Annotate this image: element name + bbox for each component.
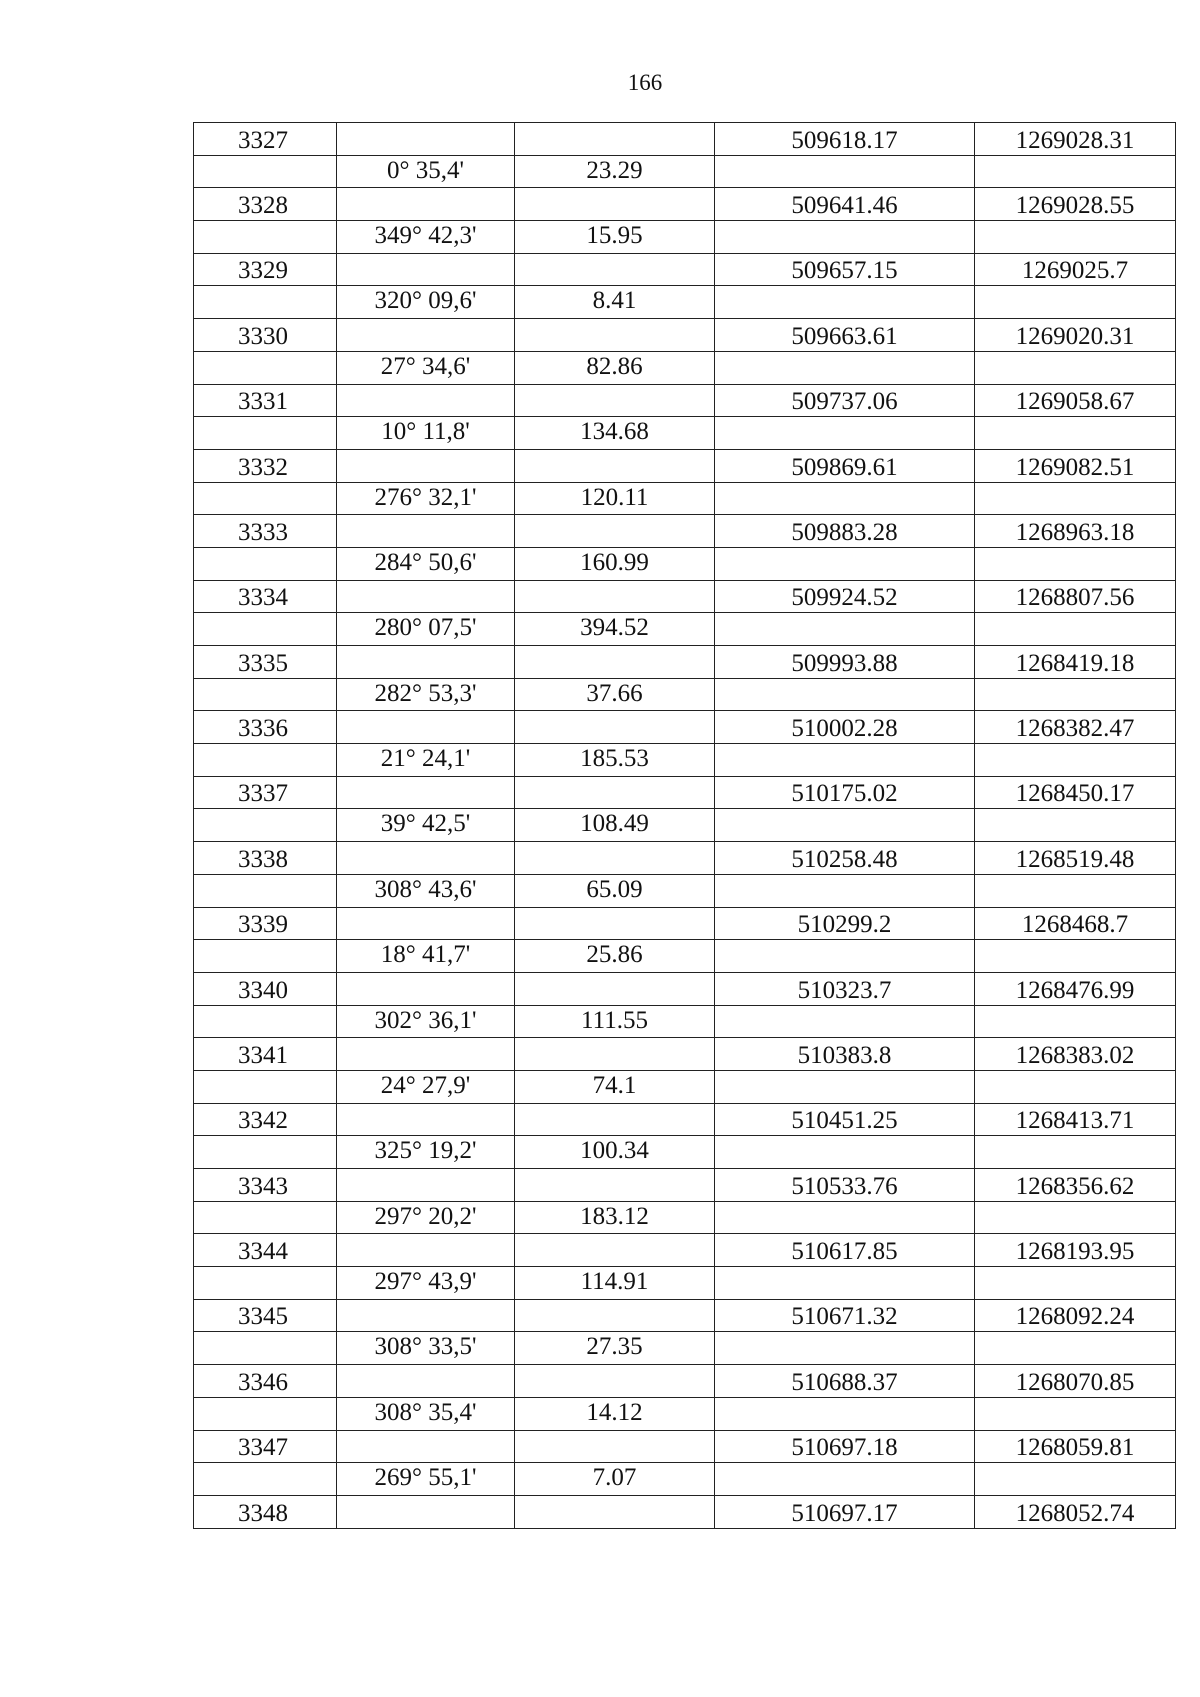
point-id-cell: 3341 (194, 1038, 337, 1071)
x-coordinate-cell: 510617.85 (715, 1234, 975, 1267)
distance-cell: 37.66 (515, 678, 715, 711)
point-row (194, 1103, 1176, 1136)
angle-cell (337, 1103, 515, 1136)
angle-cell (337, 123, 515, 156)
point-id-cell (194, 547, 337, 580)
distance-cell: 100.34 (515, 1136, 715, 1169)
angle-cell: 21° 24,1' (337, 744, 515, 777)
angle-cell (337, 842, 515, 875)
distance-cell: 74.1 (515, 1070, 715, 1103)
x-coordinate-cell (715, 678, 975, 711)
angle-cell: 27° 34,6' (337, 351, 515, 384)
angle-cell: 284° 50,6' (337, 547, 515, 580)
distance-cell: 15.95 (515, 221, 715, 254)
distance-cell: 185.53 (515, 744, 715, 777)
angle-cell: 10° 11,8' (337, 417, 515, 450)
point-id-cell (194, 678, 337, 711)
angle-cell (337, 253, 515, 286)
x-coordinate-cell: 510697.17 (715, 1495, 975, 1528)
point-id-cell (194, 1332, 337, 1365)
x-coordinate-cell: 510671.32 (715, 1299, 975, 1332)
distance-cell (515, 1103, 715, 1136)
point-row (194, 449, 1176, 482)
angle-cell: 39° 42,5' (337, 809, 515, 842)
distance-cell: 7.07 (515, 1463, 715, 1496)
x-coordinate-cell (715, 1267, 975, 1300)
point-row (194, 384, 1176, 417)
y-coordinate-cell: 1268419.18 (975, 646, 1176, 679)
angle-cell (337, 1365, 515, 1398)
x-coordinate-cell (715, 613, 975, 646)
distance-cell (515, 907, 715, 940)
point-id-cell: 3348 (194, 1495, 337, 1528)
point-id-cell (194, 1397, 337, 1430)
x-coordinate-cell (715, 940, 975, 973)
x-coordinate-cell (715, 1332, 975, 1365)
angle-cell: 325° 19,2' (337, 1136, 515, 1169)
segment-row (194, 1201, 1176, 1234)
y-coordinate-cell: 1268052.74 (975, 1495, 1176, 1528)
distance-cell: 120.11 (515, 482, 715, 515)
segment-row (194, 678, 1176, 711)
point-id-cell (194, 155, 337, 188)
angle-cell (337, 384, 515, 417)
angle-cell (337, 1169, 515, 1202)
segment-row (194, 1070, 1176, 1103)
y-coordinate-cell (975, 809, 1176, 842)
distance-cell (515, 1365, 715, 1398)
point-id-cell (194, 1136, 337, 1169)
segment-row (194, 155, 1176, 188)
angle-cell: 308° 33,5' (337, 1332, 515, 1365)
y-coordinate-cell (975, 1463, 1176, 1496)
y-coordinate-cell: 1268092.24 (975, 1299, 1176, 1332)
x-coordinate-cell: 509641.46 (715, 188, 975, 221)
segment-row (194, 482, 1176, 515)
x-coordinate-cell: 510258.48 (715, 842, 975, 875)
point-id-cell: 3336 (194, 711, 337, 744)
y-coordinate-cell: 1268413.71 (975, 1103, 1176, 1136)
distance-cell (515, 646, 715, 679)
distance-cell: 134.68 (515, 417, 715, 450)
x-coordinate-cell (715, 874, 975, 907)
angle-cell: 308° 43,6' (337, 874, 515, 907)
distance-cell: 114.91 (515, 1267, 715, 1300)
x-coordinate-cell (715, 417, 975, 450)
angle-cell (337, 1234, 515, 1267)
point-row (194, 515, 1176, 548)
point-id-cell: 3337 (194, 776, 337, 809)
point-id-cell: 3333 (194, 515, 337, 548)
x-coordinate-cell (715, 482, 975, 515)
y-coordinate-cell: 1269028.55 (975, 188, 1176, 221)
angle-cell: 297° 20,2' (337, 1201, 515, 1234)
point-id-cell: 3343 (194, 1169, 337, 1202)
segment-row (194, 1332, 1176, 1365)
point-id-cell: 3344 (194, 1234, 337, 1267)
segment-row (194, 940, 1176, 973)
point-id-cell: 3345 (194, 1299, 337, 1332)
angle-cell (337, 1299, 515, 1332)
y-coordinate-cell: 1268450.17 (975, 776, 1176, 809)
segment-row (194, 221, 1176, 254)
y-coordinate-cell (975, 1070, 1176, 1103)
angle-cell: 282° 53,3' (337, 678, 515, 711)
distance-cell: 14.12 (515, 1397, 715, 1430)
point-row (194, 1299, 1176, 1332)
point-row (194, 1495, 1176, 1528)
x-coordinate-cell (715, 1397, 975, 1430)
x-coordinate-cell (715, 547, 975, 580)
point-id-cell: 3334 (194, 580, 337, 613)
segment-row (194, 1005, 1176, 1038)
distance-cell: 25.86 (515, 940, 715, 973)
distance-cell: 394.52 (515, 613, 715, 646)
segment-row (194, 286, 1176, 319)
y-coordinate-cell (975, 1397, 1176, 1430)
y-coordinate-cell (975, 351, 1176, 384)
y-coordinate-cell (975, 417, 1176, 450)
point-id-cell (194, 286, 337, 319)
distance-cell (515, 1299, 715, 1332)
segment-row (194, 1463, 1176, 1496)
page-number: 166 (627, 70, 663, 95)
angle-cell: 0° 35,4' (337, 155, 515, 188)
distance-cell (515, 384, 715, 417)
point-row (194, 842, 1176, 875)
point-id-cell: 3329 (194, 253, 337, 286)
distance-cell (515, 319, 715, 352)
point-row (194, 1234, 1176, 1267)
point-id-cell: 3339 (194, 907, 337, 940)
distance-cell: 8.41 (515, 286, 715, 319)
x-coordinate-cell: 510697.18 (715, 1430, 975, 1463)
segment-row (194, 1267, 1176, 1300)
x-coordinate-cell: 510299.2 (715, 907, 975, 940)
x-coordinate-cell (715, 286, 975, 319)
x-coordinate-cell: 510451.25 (715, 1103, 975, 1136)
point-row (194, 711, 1176, 744)
point-id-cell (194, 417, 337, 450)
x-coordinate-cell (715, 221, 975, 254)
angle-cell: 276° 32,1' (337, 482, 515, 515)
angle-cell (337, 1430, 515, 1463)
angle-cell: 24° 27,9' (337, 1070, 515, 1103)
x-coordinate-cell (715, 155, 975, 188)
y-coordinate-cell (975, 1005, 1176, 1038)
distance-cell: 108.49 (515, 809, 715, 842)
distance-cell: 82.86 (515, 351, 715, 384)
x-coordinate-cell: 509869.61 (715, 449, 975, 482)
angle-cell (337, 580, 515, 613)
distance-cell: 160.99 (515, 547, 715, 580)
x-coordinate-cell: 510175.02 (715, 776, 975, 809)
distance-cell (515, 972, 715, 1005)
segment-row (194, 417, 1176, 450)
distance-cell (515, 1234, 715, 1267)
x-coordinate-cell: 509657.15 (715, 253, 975, 286)
x-coordinate-cell (715, 1005, 975, 1038)
distance-cell (515, 188, 715, 221)
y-coordinate-cell (975, 613, 1176, 646)
x-coordinate-cell: 509663.61 (715, 319, 975, 352)
point-id-cell: 3342 (194, 1103, 337, 1136)
x-coordinate-cell: 510688.37 (715, 1365, 975, 1398)
point-id-cell (194, 1005, 337, 1038)
x-coordinate-cell (715, 1136, 975, 1169)
point-id-cell: 3338 (194, 842, 337, 875)
point-row (194, 123, 1176, 156)
y-coordinate-cell (975, 1201, 1176, 1234)
distance-cell (515, 253, 715, 286)
segment-row (194, 809, 1176, 842)
y-coordinate-cell: 1268059.81 (975, 1430, 1176, 1463)
angle-cell: 320° 09,6' (337, 286, 515, 319)
angle-cell (337, 1038, 515, 1071)
angle-cell: 280° 07,5' (337, 613, 515, 646)
y-coordinate-cell (975, 874, 1176, 907)
distance-cell (515, 1430, 715, 1463)
coordinates-table (193, 122, 1176, 1529)
point-row (194, 580, 1176, 613)
distance-cell (515, 449, 715, 482)
y-coordinate-cell: 1268468.7 (975, 907, 1176, 940)
angle-cell: 297° 43,9' (337, 1267, 515, 1300)
y-coordinate-cell: 1268356.62 (975, 1169, 1176, 1202)
distance-cell (515, 842, 715, 875)
point-id-cell (194, 1201, 337, 1234)
point-id-cell (194, 940, 337, 973)
x-coordinate-cell: 510533.76 (715, 1169, 975, 1202)
point-row (194, 1365, 1176, 1398)
angle-cell (337, 972, 515, 1005)
angle-cell: 349° 42,3' (337, 221, 515, 254)
segment-row (194, 1136, 1176, 1169)
segment-row (194, 351, 1176, 384)
point-id-cell (194, 1267, 337, 1300)
point-id-cell (194, 1463, 337, 1496)
distance-cell: 111.55 (515, 1005, 715, 1038)
y-coordinate-cell (975, 678, 1176, 711)
angle-cell (337, 515, 515, 548)
x-coordinate-cell (715, 1463, 975, 1496)
segment-row (194, 744, 1176, 777)
point-id-cell: 3340 (194, 972, 337, 1005)
angle-cell (337, 1495, 515, 1528)
point-id-cell: 3335 (194, 646, 337, 679)
angle-cell (337, 646, 515, 679)
point-id-cell (194, 482, 337, 515)
x-coordinate-cell: 510383.8 (715, 1038, 975, 1071)
point-id-cell (194, 613, 337, 646)
y-coordinate-cell (975, 1267, 1176, 1300)
point-row (194, 907, 1176, 940)
segment-row (194, 874, 1176, 907)
distance-cell (515, 1495, 715, 1528)
y-coordinate-cell: 1268807.56 (975, 580, 1176, 613)
x-coordinate-cell: 509618.17 (715, 123, 975, 156)
y-coordinate-cell: 1268193.95 (975, 1234, 1176, 1267)
x-coordinate-cell: 510323.7 (715, 972, 975, 1005)
x-coordinate-cell: 509737.06 (715, 384, 975, 417)
y-coordinate-cell: 1268476.99 (975, 972, 1176, 1005)
angle-cell (337, 711, 515, 744)
point-id-cell (194, 1070, 337, 1103)
point-id-cell (194, 744, 337, 777)
point-id-cell: 3331 (194, 384, 337, 417)
y-coordinate-cell: 1268383.02 (975, 1038, 1176, 1071)
angle-cell: 18° 41,7' (337, 940, 515, 973)
angle-cell (337, 449, 515, 482)
distance-cell (515, 1038, 715, 1071)
y-coordinate-cell: 1268963.18 (975, 515, 1176, 548)
point-id-cell: 3328 (194, 188, 337, 221)
point-id-cell (194, 351, 337, 384)
point-id-cell: 3327 (194, 123, 337, 156)
distance-cell (515, 711, 715, 744)
y-coordinate-cell (975, 1332, 1176, 1365)
angle-cell (337, 907, 515, 940)
x-coordinate-cell (715, 1201, 975, 1234)
point-row (194, 319, 1176, 352)
y-coordinate-cell (975, 547, 1176, 580)
y-coordinate-cell (975, 155, 1176, 188)
x-coordinate-cell (715, 351, 975, 384)
point-id-cell: 3346 (194, 1365, 337, 1398)
segment-row (194, 547, 1176, 580)
y-coordinate-cell (975, 482, 1176, 515)
distance-cell (515, 123, 715, 156)
y-coordinate-cell: 1269082.51 (975, 449, 1176, 482)
point-id-cell (194, 221, 337, 254)
x-coordinate-cell: 509924.52 (715, 580, 975, 613)
distance-cell: 27.35 (515, 1332, 715, 1365)
segment-row (194, 613, 1176, 646)
point-row (194, 188, 1176, 221)
x-coordinate-cell (715, 744, 975, 777)
distance-cell: 23.29 (515, 155, 715, 188)
point-id-cell: 3347 (194, 1430, 337, 1463)
angle-cell: 308° 35,4' (337, 1397, 515, 1430)
angle-cell (337, 776, 515, 809)
y-coordinate-cell (975, 744, 1176, 777)
y-coordinate-cell: 1268382.47 (975, 711, 1176, 744)
y-coordinate-cell (975, 1136, 1176, 1169)
distance-cell (515, 515, 715, 548)
point-row (194, 1038, 1176, 1071)
y-coordinate-cell: 1269058.67 (975, 384, 1176, 417)
y-coordinate-cell: 1268070.85 (975, 1365, 1176, 1398)
point-row (194, 1430, 1176, 1463)
y-coordinate-cell (975, 940, 1176, 973)
distance-cell (515, 1169, 715, 1202)
angle-cell: 302° 36,1' (337, 1005, 515, 1038)
distance-cell (515, 580, 715, 613)
angle-cell (337, 188, 515, 221)
y-coordinate-cell (975, 221, 1176, 254)
distance-cell: 183.12 (515, 1201, 715, 1234)
point-row (194, 253, 1176, 286)
segment-row (194, 1397, 1176, 1430)
y-coordinate-cell: 1268519.48 (975, 842, 1176, 875)
table-body (194, 123, 1176, 1529)
angle-cell (337, 319, 515, 352)
distance-cell: 65.09 (515, 874, 715, 907)
point-id-cell (194, 809, 337, 842)
point-row (194, 972, 1176, 1005)
point-row (194, 1169, 1176, 1202)
point-row (194, 776, 1176, 809)
point-id-cell: 3332 (194, 449, 337, 482)
point-id-cell: 3330 (194, 319, 337, 352)
y-coordinate-cell: 1269028.31 (975, 123, 1176, 156)
y-coordinate-cell: 1269020.31 (975, 319, 1176, 352)
x-coordinate-cell (715, 809, 975, 842)
x-coordinate-cell: 509993.88 (715, 646, 975, 679)
x-coordinate-cell: 509883.28 (715, 515, 975, 548)
x-coordinate-cell: 510002.28 (715, 711, 975, 744)
distance-cell (515, 776, 715, 809)
y-coordinate-cell: 1269025.7 (975, 253, 1176, 286)
x-coordinate-cell (715, 1070, 975, 1103)
point-row (194, 646, 1176, 679)
point-id-cell (194, 874, 337, 907)
y-coordinate-cell (975, 286, 1176, 319)
angle-cell: 269° 55,1' (337, 1463, 515, 1496)
